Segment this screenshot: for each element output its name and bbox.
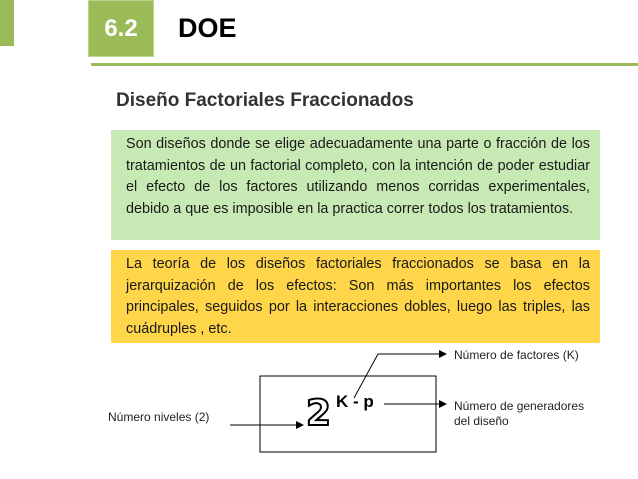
label-factors: Número de factores (K): [454, 348, 579, 362]
definition-text: Son diseños donde se elige adecuadamente una parte o fracción de los tratamientos de un factorial completo, con la intención de poder estudiar el efecto de los factores utilizando menos corridas experimentales, debido a que es imposible en la practica correr todos los tratamientos.: [126, 136, 590, 217]
label-generators-line2: del diseño: [454, 414, 509, 428]
section-title: Diseño Factoriales Fraccionados: [116, 90, 414, 111]
formula-base: 2: [306, 393, 332, 434]
theory-text: La teoría de los diseños factoriales fraccionados se basa en la jerarquización de los efectos: Son más importantes los efectos principales, seguidos por la interacciones dobles, luego las triples, las cuádruples , etc.: [126, 256, 590, 337]
slide-title: DOE: [178, 13, 237, 43]
formula-exponent: K - p: [336, 392, 374, 411]
formula-box: [260, 376, 436, 452]
label-levels: Número niveles (2): [108, 410, 210, 424]
label-generators-line1: Número de generadores: [454, 399, 585, 413]
section-number: 6.2: [104, 14, 138, 42]
